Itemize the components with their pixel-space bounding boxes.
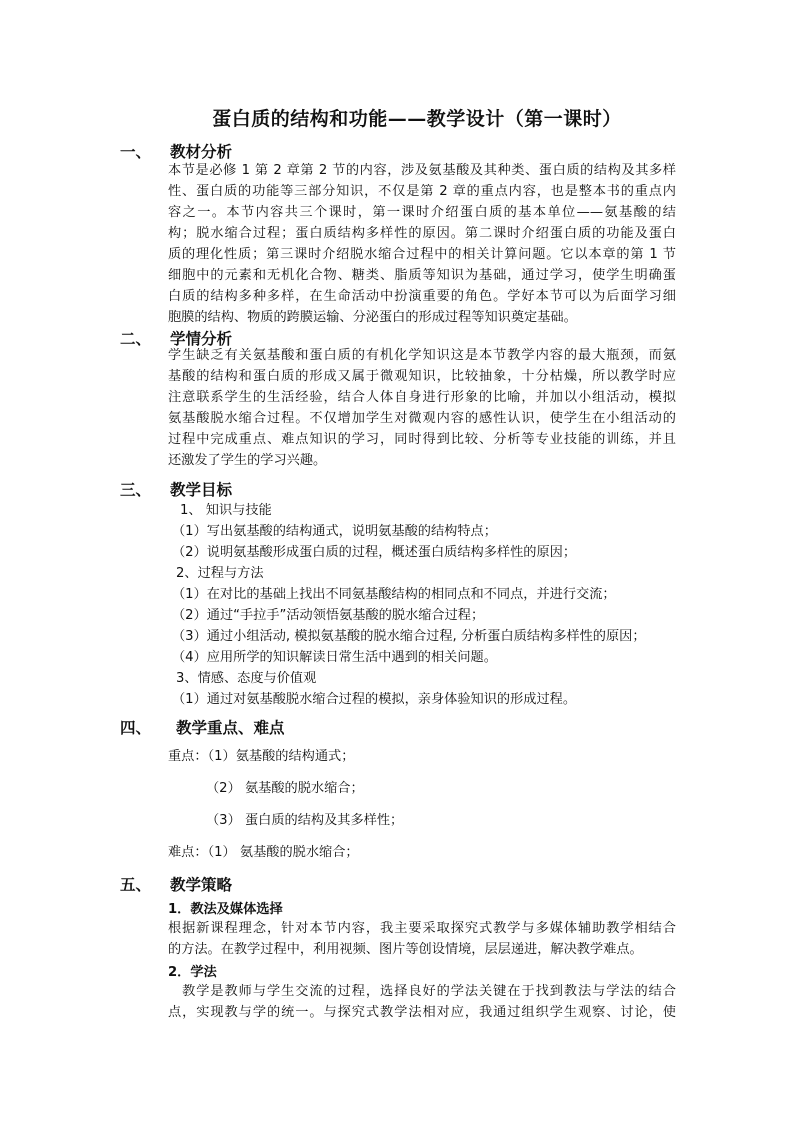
text-line: 点，实现教与学的统一。与探究式教学法相对应，我通过组织学生观察、讨论，使 [168, 1005, 676, 1020]
section-heading-5 [120, 873, 232, 895]
text-line: 学生缺乏有关氨基酸和蛋白质的有机化学知识这是本节教学内容的最大瓶颈，而氨 [168, 348, 676, 363]
key-point-2: （2） 氨基酸的脱水缩合； [206, 781, 364, 796]
subheading-teaching-method: 1．教法及媒体选择 [168, 902, 283, 917]
text-line: 质的理化性质；第三课时介绍脱水缩合过程中的相关计算问题。它以本章的第 1 节 [168, 247, 676, 262]
objective-heading-2: 2、过程与方法 [176, 566, 264, 581]
difficult-point-1: 难点：（1） 氨基酸的脱水缩合； [168, 845, 359, 860]
section-number: 一、 [120, 143, 152, 161]
text-line: 的方法。在教学过程中，利用视频、图片等创设情境，层层递进，解决教学难点。 [168, 942, 643, 957]
teaching-method-paragraph [168, 918, 676, 960]
text-line: 细胞中的元素和无机化合物、糖类、脂质等知识为基础，通过学习，使学生明确蛋 [168, 268, 676, 283]
text-line: 性、蛋白质的功能等三部分知识，不仅是第 2 章的重点内容，也是整本书的重点内 [168, 184, 676, 199]
text-line: 注意联系学生的生活经验，结合人体自身进行形象的比喻，并加以小组活动，模拟 [168, 390, 676, 405]
section-heading-1 [120, 140, 232, 162]
text-line: 根据新课程理念，针对本节内容，我主要采取探究式教学与多媒体辅助教学相结合 [168, 921, 676, 936]
text-line: 容之一。本节内容共三个课时，第一课时介绍蛋白质的基本单位——氨基酸的结 [168, 205, 676, 220]
section-title: 学情分析 [170, 330, 233, 348]
text-line: 基酸的结构和蛋白质的形成又属于微观知识，比较抽象，十分枯燥，所以教学时应 [168, 369, 676, 384]
objective-item: （2）说明氨基酸形成蛋白质的过程，概述蛋白质结构多样性的原因； [172, 545, 577, 560]
section-1-paragraph [168, 160, 676, 328]
objective-heading-1: 1、 知识与技能 [180, 503, 272, 518]
section-number: 三、 [120, 481, 152, 499]
objective-item: （1）写出氨基酸的结构通式，说明氨基酸的结构特点； [172, 524, 497, 539]
objective-item: （2）通过“手拉手”活动领悟氨基酸的脱水缩合过程； [172, 608, 485, 623]
objective-item: （3）通过小组活动, 模拟氨基酸的脱水缩合过程, 分析蛋白质结构多样性的原因； [172, 629, 646, 644]
key-point-1: 重点：（1）氨基酸的结构通式； [168, 749, 355, 764]
section-number: 二、 [120, 330, 152, 348]
section-heading-3 [120, 478, 232, 500]
key-point-3: （3） 蛋白质的结构及其多样性； [206, 813, 404, 828]
text-line: 胞膜的结构、物质的跨膜运输、分泌蛋白的形成过程等知识奠定基础。 [168, 310, 577, 325]
objective-heading-3: 3、情感、态度与价值观 [176, 671, 317, 686]
text-line: 过程中完成重点、难点知识的学习，同时得到比较、分析等专业技能的训练，并且 [168, 432, 676, 447]
learning-method-paragraph [168, 981, 676, 1023]
section-heading-4 [120, 716, 285, 738]
objective-item: （4）应用所学的知识解读日常生活中遇到的相关问题。 [172, 650, 497, 665]
text-line: 构；脱水缩合过程；蛋白质结构多样性的原因。第二课时介绍蛋白质的功能及蛋白 [168, 226, 676, 241]
section-title: 教学重点、难点 [176, 719, 285, 737]
section-title: 教材分析 [170, 143, 233, 161]
objective-item: （1）在对比的基础上找出不同氨基酸结构的相同点和不同点，并进行交流； [172, 587, 616, 602]
objective-item: （1）通过对氨基酸脱水缩合过程的模拟，亲身体验知识的形成过程。 [172, 692, 577, 707]
subheading-learning-method: 2．学法 [168, 965, 217, 980]
section-title: 教学策略 [170, 876, 233, 894]
text-line: 教学是教师与学生交流的过程，选择良好的学法关键在于找到教法与学法的结合 [168, 984, 676, 999]
section-number: 四、 [120, 719, 152, 737]
section-title: 教学目标 [170, 481, 233, 499]
text-line: 氨基酸脱水缩合过程。不仅增加学生对微观内容的感性认识，使学生在小组活动的 [168, 411, 676, 426]
text-line: 白质的结构多种多样，在生命活动中扮演重要的角色。学好本节可以为后面学习细 [168, 289, 676, 304]
text-line: 还激发了学生的学习兴趣。 [168, 453, 327, 468]
section-number: 五、 [120, 876, 152, 894]
page-title: 蛋白质的结构和功能——教学设计（第一课时） [212, 108, 622, 130]
section-2-paragraph [168, 345, 676, 471]
text-line: 本节是必修 1 第 2 章第 2 节的内容，涉及氨基酸及其种类、蛋白质的结构及其多样 [168, 163, 676, 178]
